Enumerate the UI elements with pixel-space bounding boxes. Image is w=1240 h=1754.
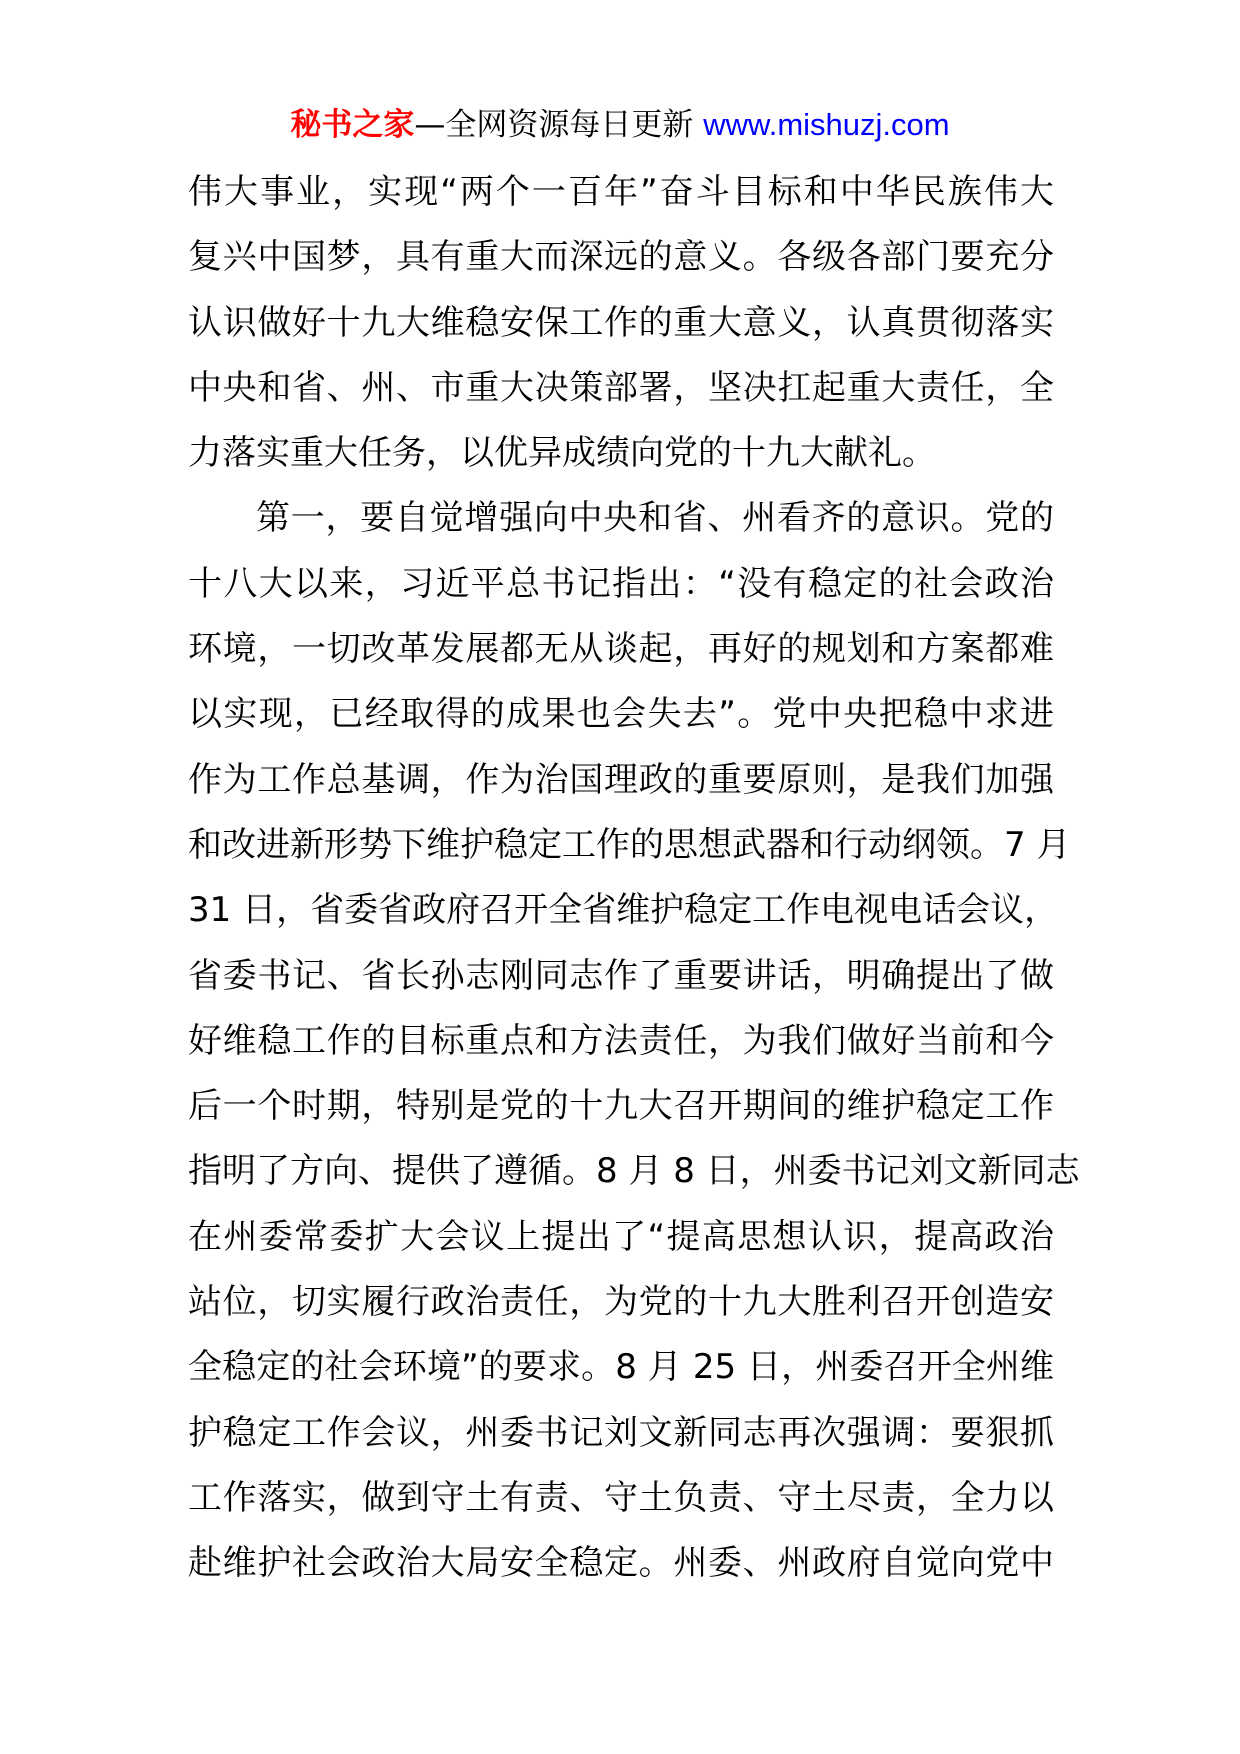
text-line: 全稳定的社会环境”的要求。8 月 25 日，州委召开全州维 (188, 1347, 1054, 1388)
text-line: 十八大以来，习近平总书记指出：“没有稳定的社会政治 (188, 563, 1054, 604)
text-line: 作为工作总基调，作为治国理政的重要原则，是我们加强 (188, 759, 1054, 800)
text-line: 工作落实，做到守土有责、守土负责、守土尽责，全力以 (188, 1477, 1054, 1518)
text-line: 中央和省、州、市重大决策部署，坚决扛起重大责任，全 (188, 367, 1054, 408)
text-line: 赴维护社会政治大局安全稳定。州委、州政府自觉向党中 (188, 1543, 1054, 1584)
text-line: 省委书记、省长孙志刚同志作了重要讲话，明确提出了做 (188, 955, 1054, 996)
site-url[interactable]: www.mishuzj.com (703, 107, 950, 142)
document-body (188, 160, 1080, 1597)
text-line: 后一个时期，特别是党的十九大召开期间的维护稳定工作 (188, 1086, 1054, 1127)
text-line: 力落实重大任务，以优异成绩向党的十九大献礼。 (188, 433, 936, 474)
text-line: 复兴中国梦，具有重大而深远的意义。各级各部门要充分 (188, 237, 1054, 278)
text-line: 以实现，已经取得的成果也会失去”。党中央把稳中求进 (188, 694, 1054, 735)
text-line: 环境，一切改革发展都无从谈起，再好的规划和方案都难 (188, 629, 1054, 670)
text-line: 在州委常委扩大会议上提出了“提高思想认识，提高政治 (188, 1216, 1054, 1257)
text-line: 指明了方向、提供了遵循。8 月 8 日，州委书记刘文新同志 (188, 1151, 1080, 1192)
text-line: 31 日，省委省政府召开全省维护稳定工作电视电话会议， (188, 890, 1059, 931)
text-line: 护稳定工作会议，州委书记刘文新同志再次强调：要狠抓 (188, 1412, 1054, 1453)
text-line: 认识做好十九大维稳安保工作的重大意义，认真贯彻落实 (188, 302, 1054, 343)
text-line: 和改进新形势下维护稳定工作的思想武器和行动纲领。7 月 (188, 824, 1071, 865)
text-line: 站位，切实履行政治责任，为党的十九大胜利召开创造安 (188, 1282, 1054, 1323)
page-header (0, 103, 1240, 147)
text-line: 伟大事业，实现“两个一百年”奋斗目标和中华民族伟大 (188, 172, 1054, 212)
paragraph-first-line: 第一，要自觉增强向中央和省、州看齐的意识。党的 (256, 498, 1054, 539)
text-line: 好维稳工作的目标重点和方法责任，为我们做好当前和今 (188, 1020, 1054, 1061)
header-tagline: —全网资源每日更新 (414, 107, 694, 143)
brand-name: 秘书之家 (290, 107, 415, 143)
